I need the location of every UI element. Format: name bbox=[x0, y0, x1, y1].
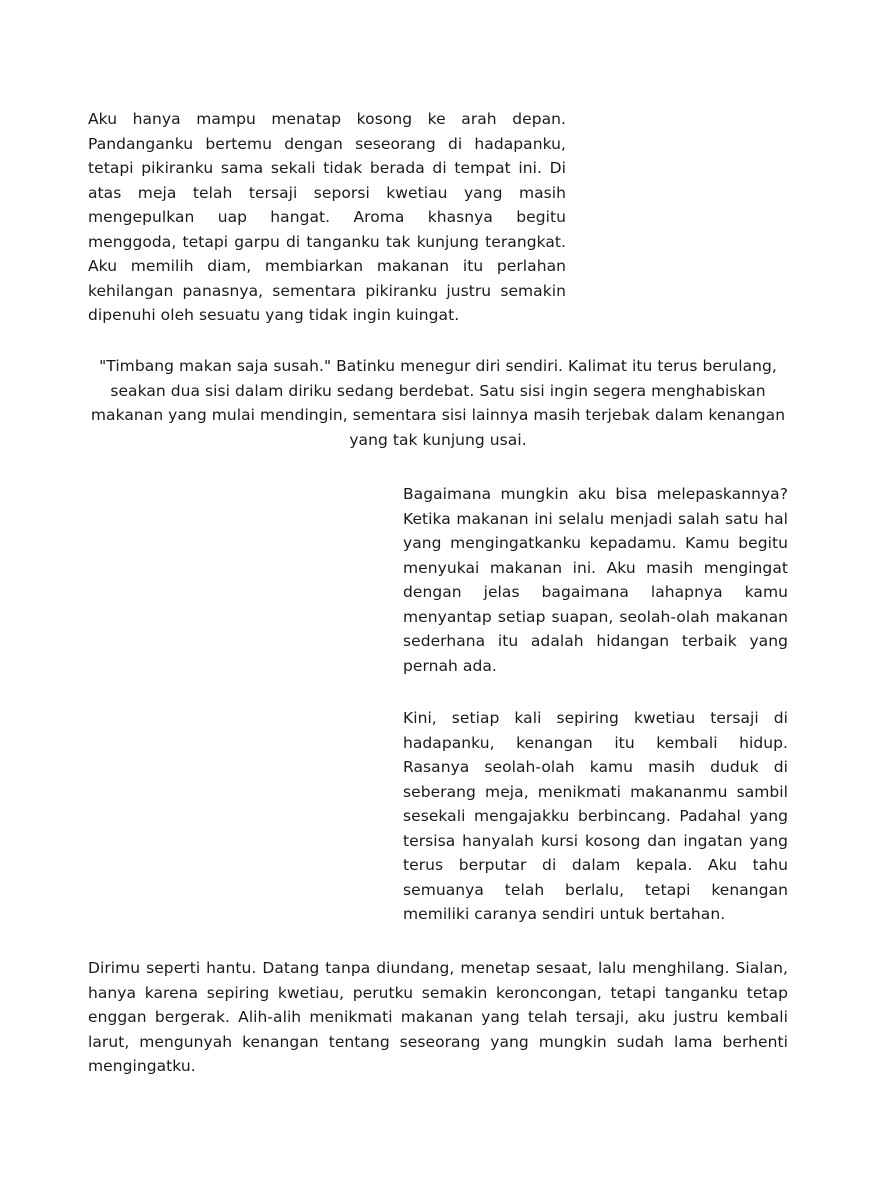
paragraph-inner-voice: "Timbang makan saja susah." Batinku menegur diri sendiri. Kalimat itu terus berulang, seakan dua sisi dalam diriku sedang berdebat. Satu sisi ingin segera menghabiskan makanan yang mulai mendingin, sementara sisi lainnya masih terjebak dalam kenangan yang tak kunjung usai. bbox=[90, 357, 786, 449]
paragraph-opening: Aku hanya mampu menatap kosong ke arah depan. Pandanganku bertemu dengan seseorang di hadapanku, tetapi pikiranku sama sekali tidak berada di tempat ini. Di atas meja telah tersaji seporsi kwetiau yang masih mengepulkan uap hangat. Aroma khasnya begitu menggoda, tetapi garpu di tanganku tak kunjung terangkat. Aku memilih diam, membiarkan makanan itu perlahan kehilangan panasnya, sementara pikiranku justru semakin dipenuhi oleh sesuatu yang tidak ingin kuingat. bbox=[88, 110, 566, 324]
paragraph-memory: Bagaimana mungkin aku bisa melepaskannya? Ketika makanan ini selalu menjadi salah satu hal yang mengingatkanku kepadamu. Kamu begitu menyukai makanan ini. Aku masih mengingat dengan jelas bagaimana lahapnya kamu menyantap setiap suapan, seolah-olah makanan sederhana itu adalah hidangan terbaik yang pernah ada. bbox=[403, 485, 788, 675]
paragraph-closing: Dirimu seperti hantu. Datang tanpa diundang, menetap sesaat, lalu menghilang. Sialan, hanya karena sepiring kwetiau, perutku semakin keroncongan, tetapi tanganku tetap enggan bergerak. Alih-alih menikmati makanan yang telah tersaji, aku justru kembali larut, mengunyah kenangan tentang seseorang yang mungkin sudah lama berhenti mengingatku. bbox=[88, 959, 788, 1075]
paragraph-present: Kini, setiap kali sepiring kwetiau tersaji di hadapanku, kenangan itu kembali hidup. Rasanya seolah-olah kamu masih duduk di seberang meja, menikmati makananmu sambil sesekali mengajakku berbincang. Padahal yang tersisa hanyalah kursi kosong dan ingatan yang terus berputar di dalam kepala. Aku tahu semuanya telah berlalu, tetapi kenangan memiliki caranya sendiri untuk bertahan. bbox=[403, 709, 788, 923]
